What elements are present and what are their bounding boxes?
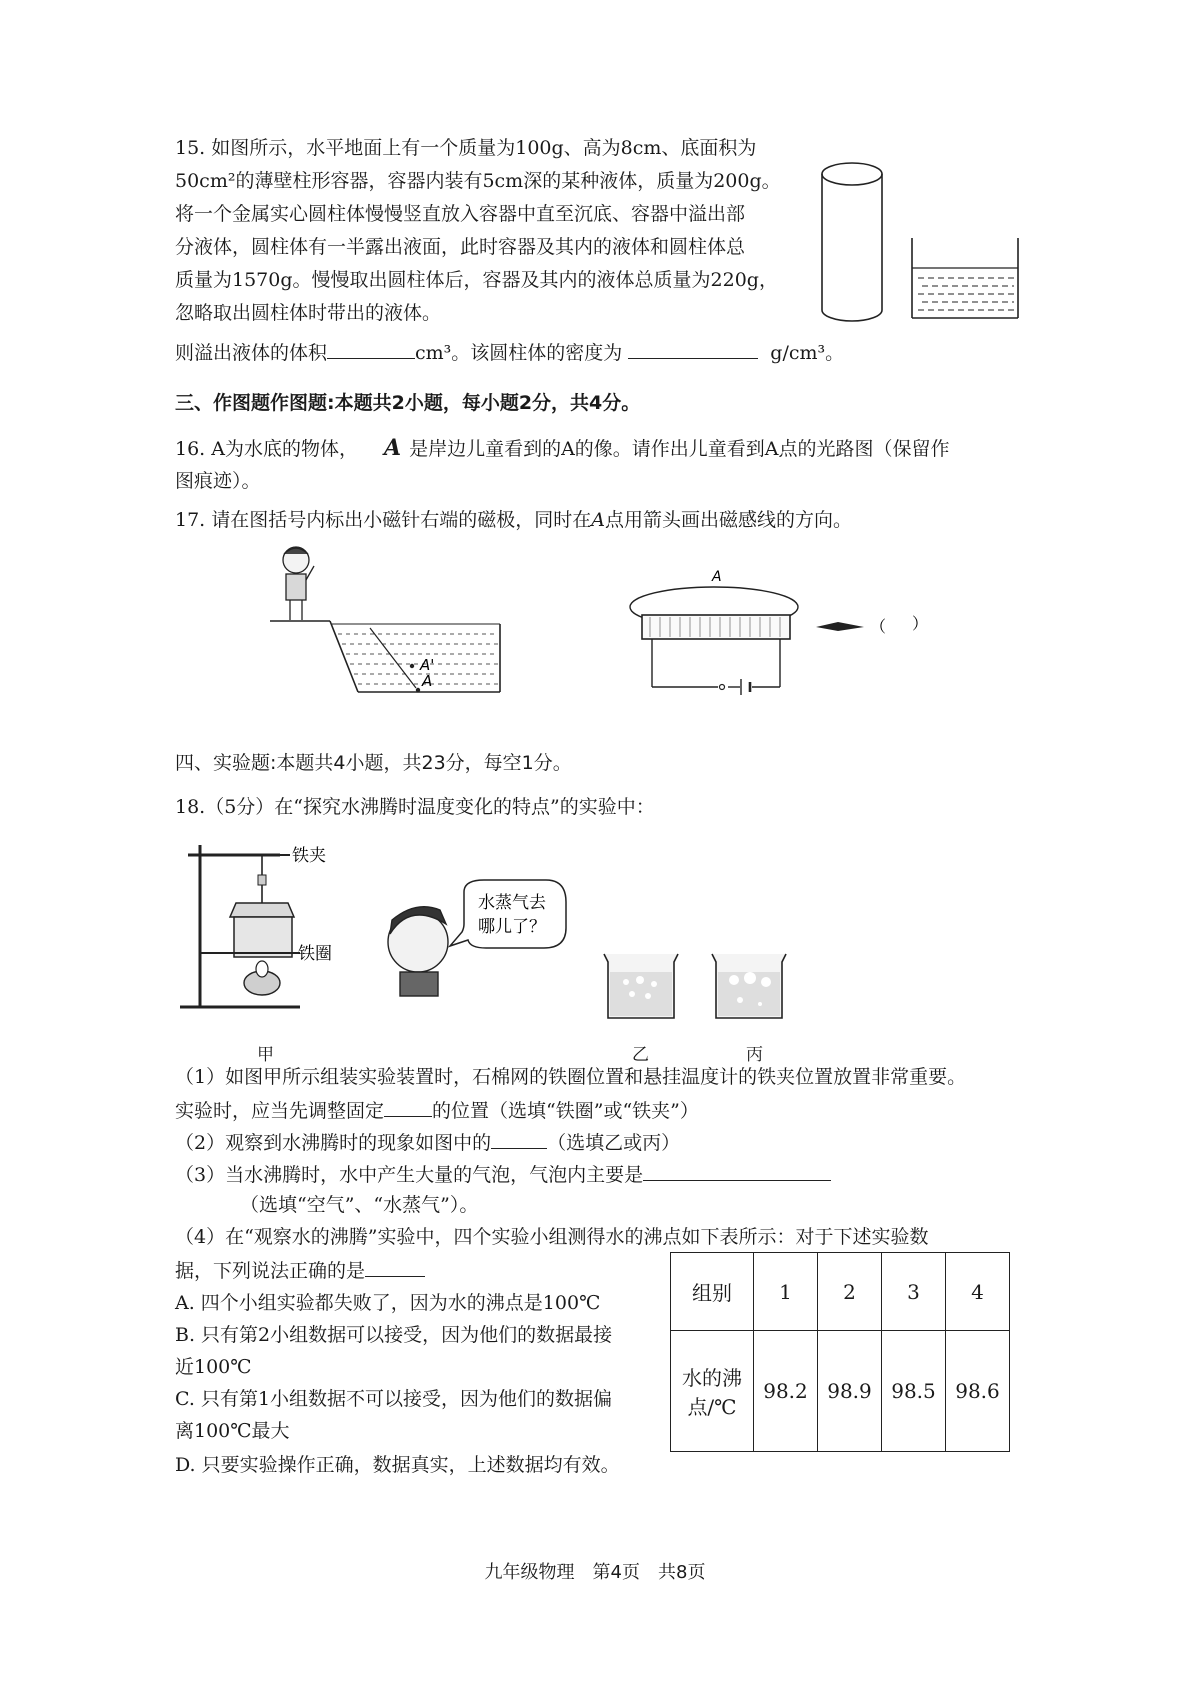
- boiling-point-table: [670, 1252, 1010, 1452]
- table-value-2: 98.9: [818, 1331, 882, 1452]
- page-footer: 九年级物理 第4页 共8页: [484, 1562, 706, 1583]
- table-group-4: 4: [946, 1253, 1010, 1331]
- bubble-line-1: 水蒸气去: [478, 893, 546, 913]
- q15-line-6: 忽略取出圆柱体时带出的液体。: [175, 302, 442, 324]
- table-value-3: 98.5: [882, 1331, 946, 1452]
- table-head-label: 组别: [671, 1253, 754, 1331]
- table-group-3: 3: [882, 1253, 946, 1331]
- object-point-label: A: [422, 672, 433, 690]
- q18-blank-1[interactable]: [384, 1098, 432, 1117]
- q18-sub2-b: （选填乙或丙）: [547, 1132, 681, 1154]
- q18-option-b-line-1: B. 只有第2小组数据可以接受，因为他们的数据最接: [175, 1324, 613, 1346]
- q18-sub1-line-2: [175, 1098, 699, 1122]
- thermometer-bulb: [258, 875, 266, 885]
- needle-bracket-left: （: [870, 617, 887, 636]
- q15-line-5: 质量为1570g。慢慢取出圆柱体后，容器及其内的液体总质量为220g，: [175, 269, 778, 291]
- object-point-dot: [416, 688, 420, 692]
- q15-answer-mid: cm³。该圆柱体的密度为: [415, 342, 623, 364]
- table-row-label-line-1: 水的沸: [682, 1366, 742, 1390]
- q18-sub1-b: 的位置（选填“铁圈”或“铁夹”）: [432, 1100, 699, 1122]
- q18-blank-4[interactable]: [365, 1258, 425, 1277]
- q15-answer-prefix: 则溢出液体的体积: [175, 342, 328, 364]
- light-ray-trace: [370, 628, 416, 688]
- circuit-wire: [652, 639, 780, 687]
- q18-sub4-line-2: [175, 1258, 425, 1282]
- beaker-yi: [604, 954, 678, 1018]
- q16-figure: [270, 540, 510, 710]
- q15-line-4: 分液体，圆柱体有一半露出液面，此时容器及其内的液体和圆柱体总: [175, 236, 746, 258]
- q17-line: [175, 509, 852, 531]
- q18-sub3-a: （3）当水沸腾时，水中产生大量的气泡，气泡内主要是: [175, 1164, 644, 1186]
- q15-blank-density[interactable]: [628, 340, 758, 359]
- q18-blank-3[interactable]: [643, 1162, 831, 1181]
- metal-cylinder: [822, 163, 882, 321]
- clamp-label: 铁夹: [292, 846, 326, 866]
- child-icon: [283, 547, 314, 620]
- q15-answer-suffix: g/cm³。: [770, 342, 845, 364]
- pool-outline: [270, 621, 500, 692]
- q15-blank-volume[interactable]: [327, 340, 415, 359]
- beaker-bing: [712, 954, 786, 1018]
- q18-blank-2[interactable]: [491, 1130, 547, 1149]
- image-point-dot: [410, 664, 414, 668]
- q18-sub2-line: [175, 1130, 680, 1154]
- beaker-lid: [230, 903, 294, 917]
- fig-bing-caption: 丙: [746, 1045, 763, 1065]
- q18-sub4-a: 据，下列说法正确的是: [175, 1260, 366, 1282]
- q17-part1: 17. 请在图括号内标出小磁针右端的磁极，同时在: [175, 509, 592, 531]
- needle-bracket-right: ）: [912, 614, 929, 633]
- q15-line-1: 15. 如图所示，水平地面上有一个质量为100g、高为8cm、底面积为: [175, 137, 757, 159]
- boy-icon: [388, 907, 448, 996]
- solenoid: [642, 615, 790, 639]
- q18-option-b-line-2: 近100℃: [175, 1356, 252, 1378]
- q15-line-3: 将一个金属实心圆柱体慢慢竖直放入容器中直至沉底、容器中溢出部: [175, 203, 746, 225]
- fig-jia-caption: 甲: [257, 1045, 274, 1065]
- field-point-label: A: [712, 569, 722, 585]
- table-group-2: 2: [818, 1253, 882, 1331]
- q18-intro: 18.（5分）在“探究水沸腾时温度变化的特点”的实验中：: [175, 796, 655, 818]
- q18-sub3-line-1: [175, 1162, 831, 1186]
- section-4-title: 四、实验题:本题共4小题，共23分，每空1分。: [175, 752, 572, 774]
- q18-sub1-a: 实验时，应当先调整固定: [175, 1100, 385, 1122]
- section-3-title: 三、作图题作图题:本题共2小题，每小题2分，共4分。: [175, 392, 641, 414]
- table-value-row: [671, 1331, 1010, 1452]
- q17-figure: [630, 565, 930, 705]
- table-value-1: 98.2: [754, 1331, 818, 1452]
- ring-label: 铁圈: [298, 944, 332, 964]
- q18-sub1-line-1: （1）如图甲所示组装实验装置时，石棉网的铁圈位置和悬挂温度计的铁夹位置放置非常重要。: [175, 1066, 967, 1088]
- q18-boy-figure: [380, 880, 570, 1000]
- q16-line-1: [175, 437, 950, 460]
- flame-icon: [256, 961, 268, 977]
- q17-part2: 点用箭头画出磁感线的方向。: [605, 509, 853, 531]
- speech-bubble: [450, 880, 566, 948]
- image-point-label: A': [420, 656, 435, 674]
- q18-sub3-line-2: （选填“空气”、“水蒸气”）。: [240, 1194, 479, 1216]
- switch: [720, 685, 725, 690]
- bubble-line-2: 哪儿了？: [478, 917, 546, 937]
- liquid-container: [912, 238, 1018, 318]
- beaker: [234, 917, 292, 957]
- q18-option-c-line-1: C. 只有第1小组数据不可以接受，因为他们的数据偏: [175, 1388, 613, 1410]
- q16-line-2: 图痕迹）。: [175, 470, 261, 492]
- q16-image-label: A: [383, 435, 402, 461]
- q17-point: A: [591, 509, 605, 531]
- compass-needle: [816, 622, 864, 631]
- q16-part1: 16. A为水底的物体，: [175, 438, 358, 460]
- q18-option-d: D. 只要实验操作正确，数据真实，上述数据均有效。: [175, 1454, 620, 1476]
- q18-sub2-a: （2）观察到水沸腾时的现象如图中的: [175, 1132, 492, 1154]
- fig-yi-caption: 乙: [632, 1045, 649, 1065]
- q15-figure: [820, 160, 1030, 330]
- q18-option-c-line-2: 离100℃最大: [175, 1420, 290, 1442]
- battery-icon: [741, 679, 750, 695]
- q16-part2: 是岸边儿童看到的A的像。请作出儿童看到A点的光路图（保留作: [409, 438, 950, 460]
- q18-apparatus-figure: [180, 845, 390, 1015]
- q18-sub4-line-1: （4）在“观察水的沸腾”实验中，四个实验小组测得水的沸点如下表所示：对于下述实验数: [175, 1226, 929, 1248]
- pool-water: [338, 634, 498, 684]
- q18-option-a: A. 四个小组实验都失败了，因为水的沸点是100℃: [175, 1292, 601, 1314]
- table-row-label: [671, 1331, 754, 1452]
- table-value-4: 98.6: [946, 1331, 1010, 1452]
- table-header-row: [671, 1253, 1010, 1331]
- table-row-label-line-2: 点/℃: [687, 1395, 737, 1419]
- q15-line-2: 50cm²的薄壁柱形容器，容器内装有5cm深的某种液体，质量为200g。: [175, 170, 781, 192]
- q15-answer-line: [175, 340, 844, 364]
- q18-beakers-figure: [600, 950, 800, 1022]
- table-group-1: 1: [754, 1253, 818, 1331]
